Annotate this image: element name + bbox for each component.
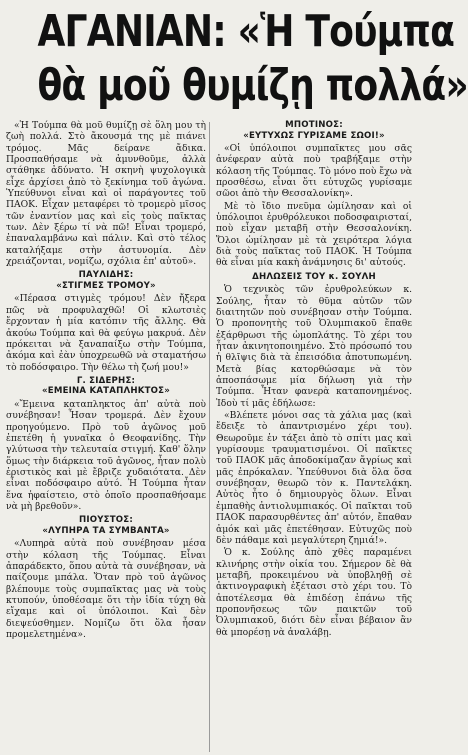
subhead-name: Γ. ΣΙΔΕΡΗΣ: bbox=[76, 375, 136, 386]
subhead-title: «ΣΤΙΓΜΕΣ ΤΡΟΜΟΥ» bbox=[56, 280, 156, 291]
headline-line-1: ΑΓΑΝΙΑΝ: «Ἡ Τούμπα bbox=[37, 6, 455, 57]
subhead-pavlidis bbox=[6, 270, 206, 291]
headline-line-2: θὰ μοῦ θυμίζῃ πολλά» bbox=[37, 60, 468, 111]
subhead-botinos bbox=[216, 120, 412, 141]
subhead-name: ΠΑΥΛΙΔΗΣ: bbox=[78, 270, 134, 281]
botinos-paragraph: «Οἱ ὑπόλοιποι συμπαῖκτες μου σᾶς ἀνέφεραν αὐτὰ ποὺ τραβήξαμε στὴν κόλαση τῆς Τούμπας. Τὸ μόνο ποὺ ἔχω νὰ προσθέσω, εἶναι ὅτι εὐτυχῶς γυρίσαμε σῶοι ἀπὸ τὴν Θεσσαλονίκη». bbox=[216, 143, 412, 200]
right-column bbox=[216, 120, 412, 752]
column-divider bbox=[209, 122, 210, 752]
subhead-title: ΔΗΛΩΣΕΙΣ ΤΟΥ κ. ΣΟΥΛΗ bbox=[252, 271, 376, 282]
left-column bbox=[6, 120, 206, 752]
intro-paragraph: «Ἡ Τούμπα θὰ μοῦ θυμίζῃ σὲ ὅλη μου τὴ ζωὴ πολλά. Στὸ ἄκουσμά της μὲ πιάνει τρόμος. Μᾶς δείρανε ἄδικα. Προσπαθήσαμε νὰ ἀμυνθοῦμε, ἀλλὰ στάθηκε ἀδύνατο. Ἡ σκηνὴ ψυχολογικὰ εἶχε ἀρχίσει ἀπὸ τὸ ξεκίνημα τοῦ ἀγώνα. Ὑπεύθυνοι εἶναι καὶ οἱ παράγοντες τοῦ ΠΑΟΚ. Εἶχαν μεταφέρει τὸ τρομερὸ μῖσος τῶν ἐναντίον μας καὶ εἰς τοὺς παῖκτας των. Δὲν ξέρω τί νὰ πῶ! Εἶναι τρομερό, ἐπαναλαμβάνω καὶ πάλιν. Καὶ στὸ τέλος καταλήξαμε στὴν ἀστυνομία. Δὲν χρειάζονται, νομίζω, σχόλια ἐπ' αὐτοῦ». bbox=[6, 120, 206, 268]
soulis-status-paragraph: Ὁ κ. Σούλης ἀπὸ χθὲς παραμένει κλινήρης στὴν οἰκία του. Σήμερον δὲ θὰ μεταβῆ, προκειμένου νὰ ὑποβληθῇ σὲ ἀκτινογραφικὴ ἐξέτασι στὸ χέρι του. Τὸ ἀποτέλεσμα θὰ ἐπιδέσῃ ἐπάνω τῆς προπονῆσεως τῶν παικτῶν τοῦ Ὀλυμπιακοῦ, διότι δὲν εἶναι βέβαιον ἂν θὰ μπορέσῃ νὰ ἀναλάβῃ. bbox=[216, 547, 412, 638]
soulis-quote-paragraph: «Βλέπετε μόνοι σας τὰ χάλια μας (καὶ ἔδειξε τὸ ἀπαντρισμένο χέρι του). Θεωροῦμε ἐν τάξει ἀπὸ τὸ σπίτι μας καὶ γυρίσουμε τραυματισμένοι. Οἱ παῖκτες τοῦ ΠΑΟΚ μᾶς ἀποδοκίμαζαν ἄγρίως καὶ μᾶς ἐπρόκαλαν. Ὑπεύθυνοι διὰ ὅλα ὅσα συνέβησαν, θεωρῶ τὸν κ. Παντελάκη. Αὐτὸς ἦτο ὁ δημιουργὸς ὅλων. Εἶναι ἐμπαθὴς ἀντιολυμπιακός. Οἱ παῖκται τοῦ ΠΑΟΚ παρασυρθέντες ἀπ' αὐτόν, ἔπαθαν ἀμόκ καὶ μᾶς ἐπετέθησαν. Εὐτυχῶς ποὺ δὲν πάθαμε καὶ μεγαλύτερη ζημιά!». bbox=[216, 410, 412, 546]
pioustos-paragraph: «Λυπηρὰ αὐτὰ ποὺ συνέβησαν μέσα στὴν κόλαση τῆς Τούμπας. Εἶναι ἀπαράδεκτο, ὅπου αὐτὰ τὰ συνέβησαν, νὰ παίζουμε μπάλα. Ὅταν πρὸ τοῦ ἀγῶνος βλέπουμε τοὺς συμπαῖκτας μας νὰ τοὺς κτυπούν, ὑποθέσαμε ὅτι τὴν ἰδία τύχη θὰ εἴχαμε καὶ οἱ ὑπόλοιποι. Καὶ δὲν διεψεύσθημεν. Νομίζω ὅτι ὅλα ἦσαν προμελετημένα». bbox=[6, 538, 206, 641]
subhead-title: «ΕΥΤΥΧΩΣ ΓΥΡΙΣΑΜΕ ΣΩΟΙ!» bbox=[243, 130, 385, 141]
pavlidis-paragraph: «Πέρασα στιγμὲς τρόμου! Δὲν ἤξερα πῶς νὰ προφυλαχθῶ! Οἱ κλωτσιὲς ἔρχονταν ἡ μία κατόπιν τῆς ἄλλης. Θὰ ἀκούω Τούμπα καὶ θὰ φεύγω μακρυά. Δὲν πρόκειται νὰ ξαναπαίξω στὴν Τούμπα, ἀκόμα καὶ ἐὰν ὑποχρεωθῶ νὰ σταματήσω τὸ ποδόσφαιρο. Τὴν θέλω τὴ ζωή μου!» bbox=[6, 293, 206, 373]
subhead-title: «ΕΜΕΙΝΑ ΚΑΤΑΠΛΗΚΤΟΣ» bbox=[42, 386, 170, 397]
headline bbox=[0, 0, 468, 118]
subhead-soulis bbox=[216, 272, 412, 283]
subhead-title: «ΛΥΠΗΡΑ ΤΑ ΣΥΜΒΑΝΤΑ» bbox=[42, 525, 170, 536]
subhead-pioustos bbox=[6, 515, 206, 536]
teammates-paragraph: Μὲ τὸ ἴδιο πνεῦμα ὡμίλησαν καὶ οἱ ὑπόλοιποι ἐρυθρόλευκοι ποδοσφαιρισταί, ποὺ εἶχαν μεταβῆ στὴν Θεσσαλονίκη. Ὅλοι ὡμίλησαν μὲ τὰ χειρότερα λόγια διὰ τοὺς παῖκτας τοῦ ΠΑΟΚ. Ἡ Τούμπα θὰ εἶναι μία κακὴ ἀνάμνησις δι' αὐτούς. bbox=[216, 200, 412, 269]
subhead-siderhs bbox=[6, 376, 206, 397]
siderhs-paragraph: «Ἔμεινα καταπληκτος ἀπ' αὐτὰ ποὺ συνέβησαν! Ἦσαν τρομερά. Δὲν ἔχουν προηγούμενο. Πρὸ τοῦ ἀγῶνος μοῦ ἐπετέθη ἡ γυναῖκα ὁ Θεοφανίδης. Τὴν γλύτωσα τὴν τελευταία στιγμή. Καθ' ὅλην ὅμως τὴν διάρκεια τοῦ ἀγῶνος, ἦταν πολὺ ἐριστικὸς καὶ μὲ ἔβριζε χυδαιότατα. Δὲν εἶναι ποδόσφαιρο αὐτό. Ἡ Τούμπα ἦταν ἕνα ἡφαίστειο, στὸ ὁποῖο προσπαθήσαμε νὰ μὴ βρεθοῦν». bbox=[6, 398, 206, 512]
soulis-intro-paragraph: Ὁ τεχνικὸς τῶν ἐρυθρολεύκων κ. Σούλης, ἦταν τὸ θῦμα αὐτῶν τῶν διαιτητῶν ποὺ συνέβησαν στὴν Τούμπα. Ὁ προπονητὴς τοῦ Ὀλυμπιακοῦ ἔπαθε ἐξάρθρωσι τῆς ὠμοπλάτης. Τὸ χέρι του ἦταν ἀκινητοποιημένο. Στὸ πρόσωπό του ἡ θλῖψις διὰ τὰ ἐπεισόδια ἀποτυπωμένη. Μετὰ βίας κατορθώσαμε νὰ τὸν ἀποσπάσωμε μία δήλωση γιὰ τὴν Τούμπα. Ἦταν φανερὰ καταπονημένος. Ἰδοὺ τί μᾶς ἐδήλωσε: bbox=[216, 284, 412, 409]
subhead-name: ΠΙΟΥΣΤΟΣ: bbox=[78, 515, 134, 526]
subhead-name: ΜΠΟΤΙΝΟΣ: bbox=[285, 120, 343, 130]
